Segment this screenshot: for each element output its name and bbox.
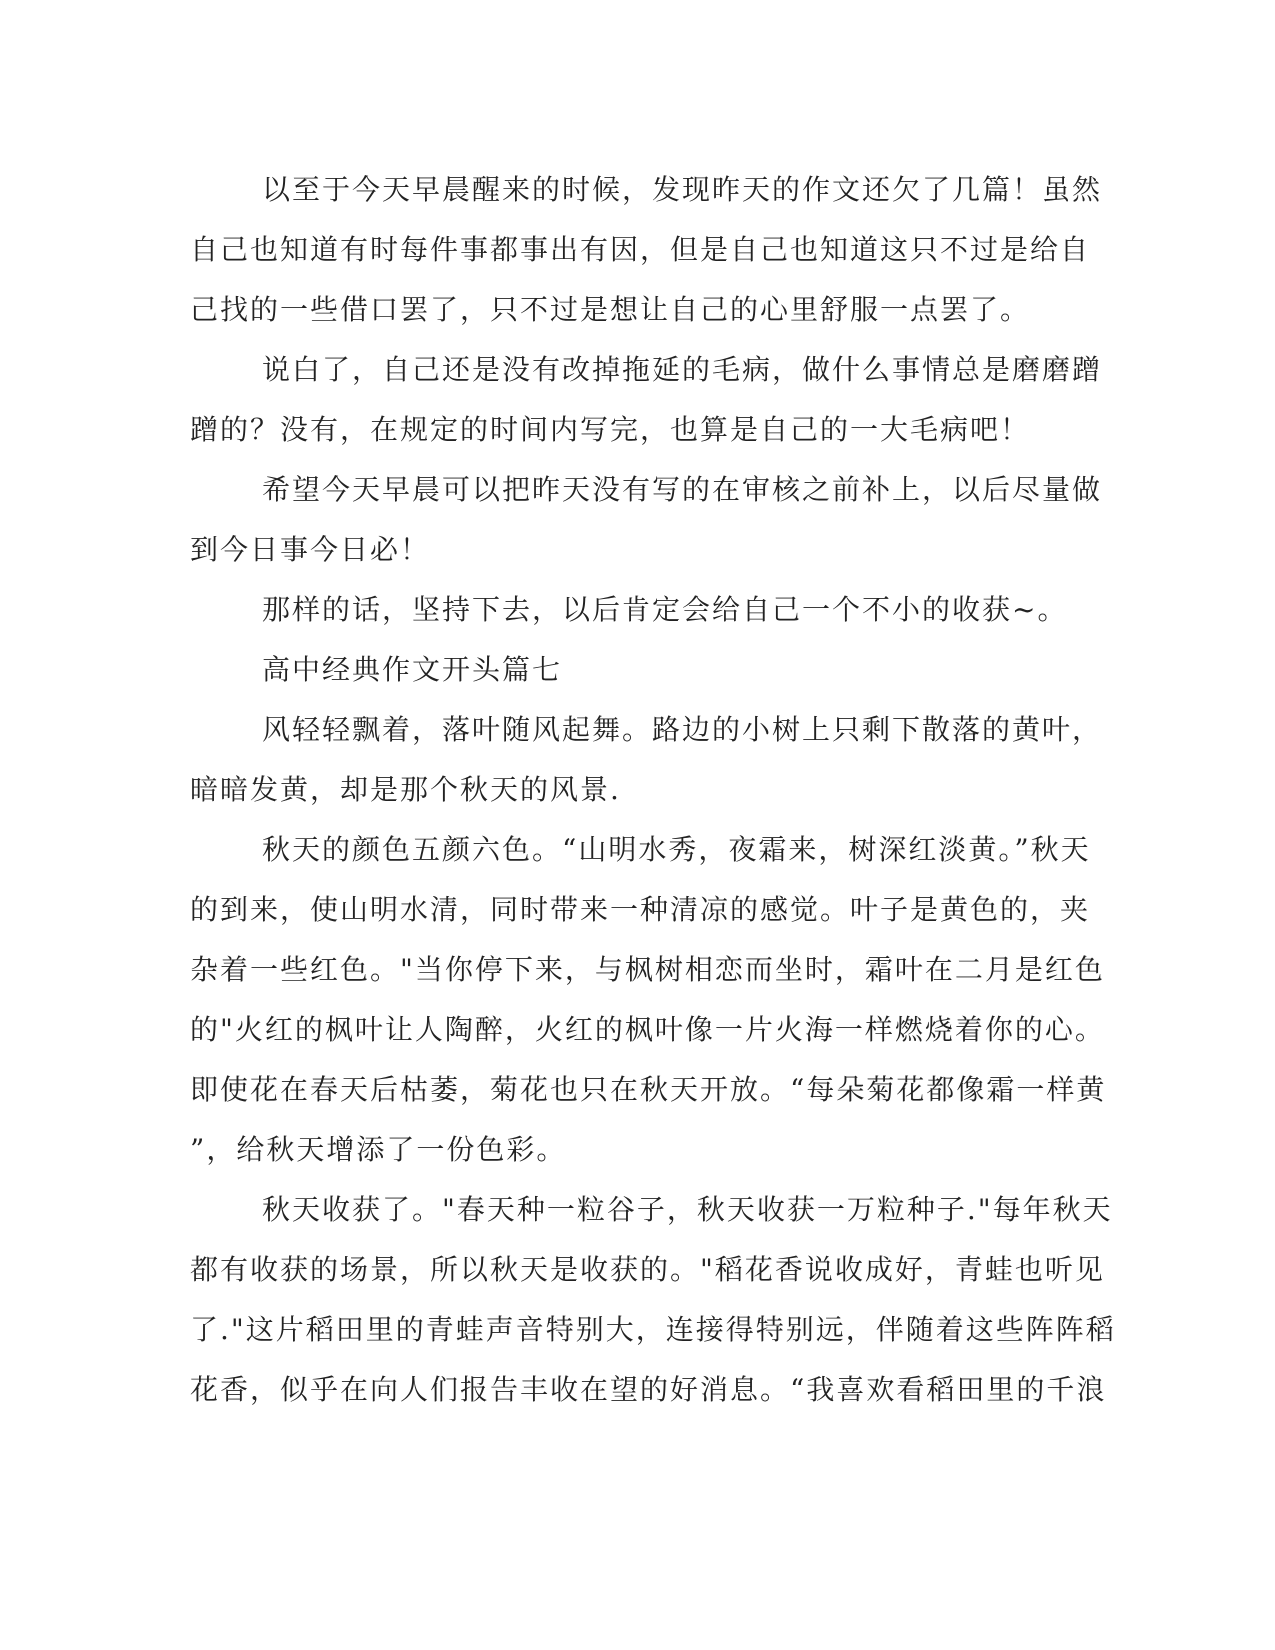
text-line: 蹭的？没有，在规定的时间内写完，也算是自己的一大毛病吧！ xyxy=(190,413,1031,446)
text-line: 暗暗发黄，却是那个秋天的风景. xyxy=(190,773,621,806)
text-line: 花香，似乎在向人们报告丰收在望的好消息。“我喜欢看稻田里的千浪 xyxy=(190,1373,1107,1406)
text-line: 说白了，自己还是没有改掉拖延的毛病，做什么事情总是磨磨蹭 xyxy=(262,353,1103,386)
text-line: 自己也知道有时每件事都事出有因，但是自己也知道这只不过是给自 xyxy=(190,233,1091,266)
text-line: 希望今天早晨可以把昨天没有写的在审核之前补上，以后尽量做 xyxy=(262,473,1103,506)
text-line: 以至于今天早晨醒来的时候，发现昨天的作文还欠了几篇！虽然 xyxy=(262,173,1103,206)
document-body xyxy=(190,160,1116,1420)
text-line: 了."这片稻田里的青蛙声音特别大，连接得特别远，伴随着这些阵阵稻 xyxy=(190,1313,1116,1346)
text-line: 到今日事今日必！ xyxy=(190,533,431,566)
text-line: 杂着一些红色。"当你停下来，与枫树相恋而坐时，霜叶在二月是红色 xyxy=(190,953,1105,986)
text-line: 那样的话，坚持下去，以后肯定会给自己一个不小的收获~。 xyxy=(262,593,1068,626)
text-line: ”，给秋天增添了一份色彩。 xyxy=(190,1133,567,1166)
text-line: 秋天的颜色五颜六色。“山明水秀，夜霜来，树深红淡黄。”秋天 xyxy=(262,833,1091,866)
text-line: 的"火红的枫叶让人陶醉，火红的枫叶像一片火海一样燃烧着你的心。 xyxy=(190,1013,1105,1046)
section-heading: 高中经典作文开头篇七 xyxy=(262,653,563,686)
text-line: 都有收获的场景，所以秋天是收获的。"稻花香说收成好，青蛙也听见 xyxy=(190,1253,1105,1286)
text-line: 己找的一些借口罢了，只不过是想让自己的心里舒服一点罢了。 xyxy=(190,293,1031,326)
text-line: 即使花在春天后枯萎，菊花也只在秋天开放。“每朵菊花都像霜一样黄 xyxy=(190,1073,1107,1106)
text-line: 秋天收获了。"春天种一粒谷子，秋天收获一万粒种子."每年秋天 xyxy=(262,1193,1113,1226)
text-line: 的到来，使山明水清，同时带来一种清凉的感觉。叶子是黄色的，夹 xyxy=(190,893,1091,926)
text-line: 风轻轻飘着，落叶随风起舞。路边的小树上只剩下散落的黄叶， xyxy=(262,713,1103,746)
